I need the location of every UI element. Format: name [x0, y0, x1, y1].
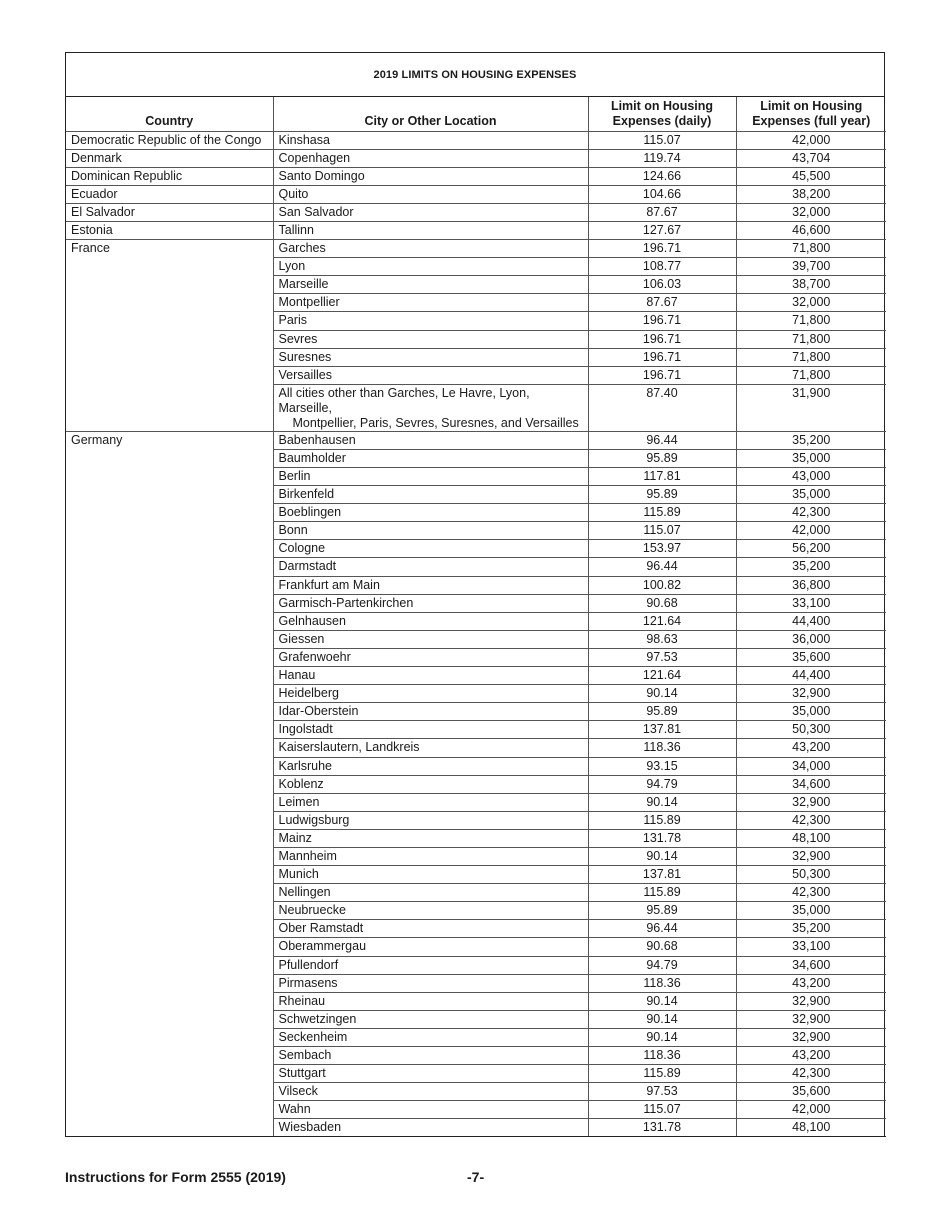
- full-year-limit-cell: 42,300: [736, 811, 886, 829]
- city-cell: Babenhausen: [273, 431, 588, 449]
- country-cell: [66, 739, 273, 757]
- table-row: [66, 366, 886, 384]
- country-cell: Ecuador: [66, 185, 273, 203]
- city-cell: Pfullendorf: [273, 956, 588, 974]
- country-cell: Germany: [66, 431, 273, 449]
- country-cell: France: [66, 240, 273, 258]
- daily-limit-cell: 115.07: [588, 131, 736, 149]
- daily-limit-cell: 137.81: [588, 721, 736, 739]
- daily-limit-cell: 90.14: [588, 793, 736, 811]
- table-row: [66, 330, 886, 348]
- table-row: [66, 829, 886, 847]
- table-row: [66, 920, 886, 938]
- table-row: [66, 594, 886, 612]
- city-cell: Heidelberg: [273, 685, 588, 703]
- header-country: Country: [66, 97, 273, 131]
- city-cell: Montpellier: [273, 294, 588, 312]
- country-cell: [66, 667, 273, 685]
- table-row: [66, 938, 886, 956]
- full-year-limit-cell: 44,400: [736, 612, 886, 630]
- table-row: [66, 221, 886, 239]
- city-cell: Bonn: [273, 522, 588, 540]
- daily-limit-cell: 117.81: [588, 468, 736, 486]
- full-year-limit-cell: 46,600: [736, 221, 886, 239]
- full-year-limit-cell: 39,700: [736, 258, 886, 276]
- table-row: [66, 486, 886, 504]
- city-cell: Hanau: [273, 667, 588, 685]
- daily-limit-cell: 95.89: [588, 703, 736, 721]
- daily-limit-cell: 87.67: [588, 294, 736, 312]
- table-row: [66, 348, 886, 366]
- daily-limit-cell: 121.64: [588, 667, 736, 685]
- country-cell: [66, 829, 273, 847]
- footer-form-title: Instructions for Form 2555 (2019): [65, 1169, 286, 1185]
- full-year-limit-cell: 33,100: [736, 594, 886, 612]
- city-cell: Paris: [273, 312, 588, 330]
- full-year-limit-cell: 32,000: [736, 294, 886, 312]
- full-year-limit-cell: 35,000: [736, 486, 886, 504]
- city-cell: Giessen: [273, 630, 588, 648]
- full-year-limit-cell: 35,600: [736, 1083, 886, 1101]
- table-row: [66, 1010, 886, 1028]
- city-cell: Baumholder: [273, 449, 588, 467]
- full-year-limit-cell: 42,000: [736, 131, 886, 149]
- table-row: [66, 974, 886, 992]
- city-cell: Schwetzingen: [273, 1010, 588, 1028]
- daily-limit-cell: 96.44: [588, 431, 736, 449]
- full-year-limit-cell: 42,300: [736, 504, 886, 522]
- full-year-limit-cell: 71,800: [736, 366, 886, 384]
- city-cell: Neubruecke: [273, 902, 588, 920]
- country-cell: Estonia: [66, 221, 273, 239]
- daily-limit-cell: 118.36: [588, 739, 736, 757]
- country-cell: [66, 486, 273, 504]
- country-cell: [66, 956, 273, 974]
- country-cell: [66, 630, 273, 648]
- country-cell: [66, 330, 273, 348]
- country-cell: [66, 384, 273, 431]
- city-cell: Mainz: [273, 829, 588, 847]
- daily-limit-cell: 94.79: [588, 775, 736, 793]
- daily-limit-cell: 90.68: [588, 594, 736, 612]
- daily-limit-cell: 90.14: [588, 992, 736, 1010]
- country-cell: [66, 449, 273, 467]
- daily-limit-cell: 119.74: [588, 149, 736, 167]
- daily-limit-cell: 196.71: [588, 240, 736, 258]
- table-row: [66, 522, 886, 540]
- daily-limit-cell: 98.63: [588, 630, 736, 648]
- city-cell: Berlin: [273, 468, 588, 486]
- daily-limit-cell: 97.53: [588, 1083, 736, 1101]
- table-row: [66, 1083, 886, 1101]
- city-cell: Grafenwoehr: [273, 648, 588, 666]
- city-cell: Kaiserslautern, Landkreis: [273, 739, 588, 757]
- housing-limits-table: [66, 97, 886, 1137]
- table-row: [66, 739, 886, 757]
- daily-limit-cell: 115.07: [588, 1101, 736, 1119]
- city-line-1: All cities other than Garches, Le Havre, Lyon, Marseille,: [278, 385, 530, 415]
- table-row: [66, 576, 886, 594]
- table-row: [66, 504, 886, 522]
- country-cell: [66, 703, 273, 721]
- daily-limit-cell: 131.78: [588, 829, 736, 847]
- table-row: [66, 667, 886, 685]
- country-cell: [66, 276, 273, 294]
- table-row: [66, 703, 886, 721]
- daily-limit-cell: 121.64: [588, 612, 736, 630]
- table-row: [66, 847, 886, 865]
- city-cell: Wiesbaden: [273, 1119, 588, 1137]
- table-title: 2019 LIMITS ON HOUSING EXPENSES: [66, 53, 884, 97]
- city-cell: Nellingen: [273, 884, 588, 902]
- daily-limit-cell: 118.36: [588, 1047, 736, 1065]
- daily-limit-cell: 87.67: [588, 203, 736, 221]
- table-row: [66, 276, 886, 294]
- city-cell: Boeblingen: [273, 504, 588, 522]
- city-cell: Sembach: [273, 1047, 588, 1065]
- city-cell: Ingolstadt: [273, 721, 588, 739]
- country-cell: [66, 1101, 273, 1119]
- city-cell: Tallinn: [273, 221, 588, 239]
- country-cell: [66, 468, 273, 486]
- full-year-limit-cell: 50,300: [736, 866, 886, 884]
- country-cell: [66, 558, 273, 576]
- full-year-limit-cell: 42,000: [736, 522, 886, 540]
- daily-limit-cell: 96.44: [588, 920, 736, 938]
- table-row: [66, 884, 886, 902]
- country-cell: [66, 366, 273, 384]
- country-cell: [66, 721, 273, 739]
- full-year-limit-cell: 56,200: [736, 540, 886, 558]
- country-cell: El Salvador: [66, 203, 273, 221]
- table-row: [66, 167, 886, 185]
- daily-limit-cell: 90.68: [588, 938, 736, 956]
- full-year-limit-cell: 45,500: [736, 167, 886, 185]
- daily-limit-cell: 115.89: [588, 884, 736, 902]
- country-cell: [66, 757, 273, 775]
- city-cell: Munich: [273, 866, 588, 884]
- country-cell: [66, 1083, 273, 1101]
- table-row: [66, 312, 886, 330]
- table-row: [66, 294, 886, 312]
- daily-limit-cell: 93.15: [588, 757, 736, 775]
- full-year-limit-cell: 42,300: [736, 884, 886, 902]
- daily-limit-cell: 115.89: [588, 504, 736, 522]
- table-row: [66, 540, 886, 558]
- full-year-limit-cell: 35,000: [736, 902, 886, 920]
- full-year-limit-cell: 32,900: [736, 793, 886, 811]
- city-cell: Cologne: [273, 540, 588, 558]
- city-cell: Wahn: [273, 1101, 588, 1119]
- daily-limit-cell: 137.81: [588, 866, 736, 884]
- full-year-limit-cell: 35,200: [736, 558, 886, 576]
- country-cell: [66, 348, 273, 366]
- full-year-limit-cell: 36,800: [736, 576, 886, 594]
- city-cell: Darmstadt: [273, 558, 588, 576]
- full-year-limit-cell: 35,000: [736, 703, 886, 721]
- city-cell: Rheinau: [273, 992, 588, 1010]
- full-year-limit-cell: 35,200: [736, 920, 886, 938]
- daily-limit-cell: 196.71: [588, 366, 736, 384]
- daily-limit-cell: 115.07: [588, 522, 736, 540]
- country-cell: [66, 576, 273, 594]
- city-cell: Garmisch-Partenkirchen: [273, 594, 588, 612]
- header-row: [66, 97, 886, 131]
- header-city: City or Other Location: [273, 97, 588, 131]
- full-year-limit-cell: 44,400: [736, 667, 886, 685]
- daily-limit-cell: 108.77: [588, 258, 736, 276]
- country-cell: [66, 685, 273, 703]
- country-cell: [66, 811, 273, 829]
- city-cell: Seckenheim: [273, 1028, 588, 1046]
- full-year-limit-cell: 71,800: [736, 348, 886, 366]
- full-year-limit-cell: 43,704: [736, 149, 886, 167]
- table-row: [66, 721, 886, 739]
- country-cell: [66, 312, 273, 330]
- table-row: [66, 384, 886, 431]
- country-cell: [66, 992, 273, 1010]
- daily-limit-cell: 153.97: [588, 540, 736, 558]
- city-cell: Quito: [273, 185, 588, 203]
- table-row: [66, 431, 886, 449]
- city-cell: Copenhagen: [273, 149, 588, 167]
- full-year-limit-cell: 43,200: [736, 974, 886, 992]
- table-row: [66, 956, 886, 974]
- table-body: [66, 131, 886, 1137]
- full-year-limit-cell: 38,700: [736, 276, 886, 294]
- full-year-limit-cell: 71,800: [736, 240, 886, 258]
- table-row: [66, 449, 886, 467]
- daily-limit-cell: 87.40: [588, 384, 736, 431]
- city-cell: Garches: [273, 240, 588, 258]
- full-year-limit-cell: 43,200: [736, 1047, 886, 1065]
- country-cell: [66, 1065, 273, 1083]
- full-year-limit-cell: 34,000: [736, 757, 886, 775]
- full-year-limit-cell: 32,000: [736, 203, 886, 221]
- full-year-limit-cell: 42,300: [736, 1065, 886, 1083]
- daily-limit-cell: 127.67: [588, 221, 736, 239]
- full-year-limit-cell: 32,900: [736, 992, 886, 1010]
- daily-limit-cell: 196.71: [588, 330, 736, 348]
- full-year-limit-cell: 34,600: [736, 956, 886, 974]
- country-cell: [66, 612, 273, 630]
- country-cell: [66, 504, 273, 522]
- table-row: [66, 992, 886, 1010]
- daily-limit-cell: 131.78: [588, 1119, 736, 1137]
- full-year-limit-cell: 50,300: [736, 721, 886, 739]
- country-cell: [66, 522, 273, 540]
- country-cell: Dominican Republic: [66, 167, 273, 185]
- full-year-limit-cell: 31,900: [736, 384, 886, 431]
- full-year-limit-cell: 32,900: [736, 1028, 886, 1046]
- table-row: [66, 558, 886, 576]
- table-row: [66, 630, 886, 648]
- daily-limit-cell: 196.71: [588, 348, 736, 366]
- daily-limit-cell: 118.36: [588, 974, 736, 992]
- table-row: [66, 648, 886, 666]
- daily-limit-cell: 90.14: [588, 1010, 736, 1028]
- city-cell: Suresnes: [273, 348, 588, 366]
- table-row: [66, 902, 886, 920]
- city-line-2: Montpellier, Paris, Sevres, Suresnes, and Versailles: [292, 415, 579, 430]
- daily-limit-cell: 100.82: [588, 576, 736, 594]
- daily-limit-cell: 115.89: [588, 1065, 736, 1083]
- table-row: [66, 149, 886, 167]
- country-cell: [66, 884, 273, 902]
- table-row: [66, 1047, 886, 1065]
- full-year-limit-cell: 38,200: [736, 185, 886, 203]
- full-year-limit-cell: 71,800: [736, 330, 886, 348]
- table-row: [66, 811, 886, 829]
- page-footer: [65, 1169, 885, 1187]
- city-cell: Koblenz: [273, 775, 588, 793]
- country-cell: [66, 540, 273, 558]
- table-row: [66, 793, 886, 811]
- country-cell: [66, 1010, 273, 1028]
- city-cell: Pirmasens: [273, 974, 588, 992]
- country-cell: [66, 938, 273, 956]
- table-row: [66, 203, 886, 221]
- country-cell: [66, 258, 273, 276]
- full-year-limit-cell: 34,600: [736, 775, 886, 793]
- table-row: [66, 240, 886, 258]
- full-year-limit-cell: 33,100: [736, 938, 886, 956]
- table-row: [66, 1028, 886, 1046]
- city-cell: Karlsruhe: [273, 757, 588, 775]
- country-cell: [66, 1047, 273, 1065]
- daily-limit-cell: 196.71: [588, 312, 736, 330]
- daily-limit-cell: 90.14: [588, 685, 736, 703]
- city-cell: [273, 384, 588, 431]
- country-cell: Democratic Republic of the Congo: [66, 131, 273, 149]
- table-row: [66, 685, 886, 703]
- country-cell: [66, 1119, 273, 1137]
- country-cell: [66, 793, 273, 811]
- city-cell: Ober Ramstadt: [273, 920, 588, 938]
- table-row: [66, 757, 886, 775]
- daily-limit-cell: 115.89: [588, 811, 736, 829]
- table-row: [66, 185, 886, 203]
- table-row: [66, 1119, 886, 1137]
- country-cell: [66, 902, 273, 920]
- daily-limit-cell: 94.79: [588, 956, 736, 974]
- full-year-limit-cell: 43,200: [736, 739, 886, 757]
- table-row: [66, 775, 886, 793]
- table-row: [66, 468, 886, 486]
- country-cell: Denmark: [66, 149, 273, 167]
- city-cell: Sevres: [273, 330, 588, 348]
- daily-limit-cell: 96.44: [588, 558, 736, 576]
- daily-limit-cell: 124.66: [588, 167, 736, 185]
- full-year-limit-cell: 48,100: [736, 829, 886, 847]
- daily-limit-cell: 97.53: [588, 648, 736, 666]
- header-daily: Limit on Housing Expenses (daily): [588, 97, 736, 131]
- city-cell: Gelnhausen: [273, 612, 588, 630]
- country-cell: [66, 974, 273, 992]
- country-cell: [66, 594, 273, 612]
- city-cell: Stuttgart: [273, 1065, 588, 1083]
- country-cell: [66, 1028, 273, 1046]
- full-year-limit-cell: 32,900: [736, 685, 886, 703]
- city-cell: Leimen: [273, 793, 588, 811]
- country-cell: [66, 648, 273, 666]
- city-cell: Versailles: [273, 366, 588, 384]
- city-cell: Santo Domingo: [273, 167, 588, 185]
- country-cell: [66, 866, 273, 884]
- full-year-limit-cell: 32,900: [736, 1010, 886, 1028]
- daily-limit-cell: 106.03: [588, 276, 736, 294]
- city-cell: Vilseck: [273, 1083, 588, 1101]
- full-year-limit-cell: 35,000: [736, 449, 886, 467]
- city-cell: Oberammergau: [273, 938, 588, 956]
- country-cell: [66, 847, 273, 865]
- header-full-year: Limit on Housing Expenses (full year): [736, 97, 886, 131]
- footer-page-number: -7-: [467, 1169, 485, 1185]
- full-year-limit-cell: 43,000: [736, 468, 886, 486]
- city-cell: Idar-Oberstein: [273, 703, 588, 721]
- daily-limit-cell: 90.14: [588, 847, 736, 865]
- table-row: [66, 866, 886, 884]
- full-year-limit-cell: 71,800: [736, 312, 886, 330]
- city-cell: Frankfurt am Main: [273, 576, 588, 594]
- daily-limit-cell: 95.89: [588, 902, 736, 920]
- table-row: [66, 1101, 886, 1119]
- housing-limits-table-frame: [65, 52, 885, 1137]
- daily-limit-cell: 90.14: [588, 1028, 736, 1046]
- city-cell: Ludwigsburg: [273, 811, 588, 829]
- country-cell: [66, 294, 273, 312]
- table-row: [66, 258, 886, 276]
- city-cell: Marseille: [273, 276, 588, 294]
- full-year-limit-cell: 36,000: [736, 630, 886, 648]
- full-year-limit-cell: 35,600: [736, 648, 886, 666]
- daily-limit-cell: 95.89: [588, 486, 736, 504]
- country-cell: [66, 920, 273, 938]
- full-year-limit-cell: 42,000: [736, 1101, 886, 1119]
- city-cell: Birkenfeld: [273, 486, 588, 504]
- city-cell: San Salvador: [273, 203, 588, 221]
- city-cell: Lyon: [273, 258, 588, 276]
- full-year-limit-cell: 32,900: [736, 847, 886, 865]
- city-cell: Mannheim: [273, 847, 588, 865]
- country-cell: [66, 775, 273, 793]
- city-cell: Kinshasa: [273, 131, 588, 149]
- full-year-limit-cell: 48,100: [736, 1119, 886, 1137]
- table-row: [66, 612, 886, 630]
- full-year-limit-cell: 35,200: [736, 431, 886, 449]
- table-row: [66, 131, 886, 149]
- table-row: [66, 1065, 886, 1083]
- daily-limit-cell: 104.66: [588, 185, 736, 203]
- daily-limit-cell: 95.89: [588, 449, 736, 467]
